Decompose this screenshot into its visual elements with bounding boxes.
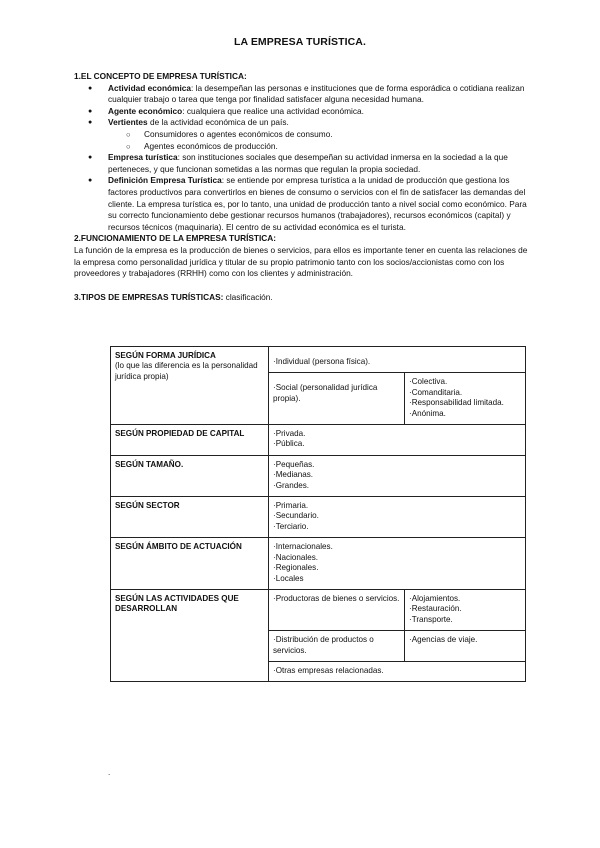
- value-line: ·Secundario.: [273, 511, 319, 521]
- section3-heading-line: [74, 292, 530, 304]
- label-title: SEGÚN ÁMBITO DE ACTUACIÓN: [115, 542, 242, 552]
- value-line: ·Primaria.: [273, 501, 309, 511]
- value-line: ·Restauración.: [409, 604, 462, 614]
- value-line: ·Privada.: [273, 429, 306, 439]
- section1-heading: 1.EL CONCEPTO DE EMPRESA TURÍSTICA:: [74, 71, 247, 81]
- sublist-item: ○ Consumidores o agentes económicos de consumo.: [144, 129, 530, 141]
- row-label-actividades: [111, 589, 269, 681]
- value-line: ·Pequeñas.: [273, 459, 315, 469]
- value-line: ·Transporte.: [409, 614, 453, 624]
- label-note: (lo que las diferencia es la personalidad jurídica propia): [115, 361, 258, 381]
- term: Actividad económica: [108, 82, 191, 93]
- value-line: ·Anónima.: [409, 408, 446, 418]
- list-item: [108, 83, 530, 106]
- value-line: ·Alojamientos.: [409, 593, 461, 603]
- cell-distribucion-types: [405, 631, 526, 662]
- definition: : son instituciones sociales que desempeñan su actividad inmersa en la sociedad a la que perteneces, y que funcionan sometidas a las normas que regulan la propia sociedad.: [108, 152, 508, 174]
- document-title: LA EMPRESA TURÍSTICA.: [234, 36, 366, 48]
- document-body: [74, 71, 530, 303]
- value-line: ·Grandes.: [273, 480, 309, 490]
- list-item: [108, 106, 530, 118]
- table-row: [111, 425, 526, 456]
- value-line: ·Nacionales.: [273, 552, 318, 562]
- vertientes-sublist: [108, 129, 530, 152]
- list-item: [108, 117, 530, 152]
- table-row: [111, 538, 526, 590]
- cell-productoras: ·Productoras de bienes o servicios.: [269, 589, 405, 630]
- footer-mark: .: [108, 768, 111, 777]
- section3-suffix: clasificación.: [223, 291, 273, 302]
- definition: : la desempeñan las personas e instituciones que de forma esporádica o cotidiana realizan cualquier trabajo o tarea que tenga por finalidad satisfacer alguna necesidad humana.: [108, 82, 525, 105]
- value-line: ·Pública.: [273, 439, 305, 449]
- label-title: SEGÚN LAS ACTIVIDADES QUE DESARROLLAN: [115, 593, 239, 614]
- list-item: [108, 175, 530, 233]
- classification-table: [110, 346, 526, 682]
- list-item: [108, 152, 530, 175]
- value-line: ·Comanditaria.: [409, 387, 463, 397]
- section2-paragraph: La función de la empresa es la producción de bienes o servicios, para ellos es importante tener en cuenta las relaciones de la empresa como personalidad jurídica y titular de su propio patrimonio tanto con los socios/accionistas como con los proveedores y trabajadores (RRHH) como con los clientes y administración.: [74, 244, 528, 279]
- table-row: [111, 347, 526, 373]
- value-line: ·Locales: [273, 573, 304, 583]
- cell-ambito-values: [269, 538, 526, 590]
- table-row: [111, 455, 526, 496]
- label-title: SEGÚN FORMA JURÍDICA: [115, 351, 216, 360]
- cell-propiedad-values: [269, 425, 526, 456]
- cell-individual: ·Individual (persona física).: [269, 347, 526, 373]
- sublist-item: ○ Agentes económicos de producción.: [144, 141, 530, 153]
- cell-productoras-types: [405, 589, 526, 630]
- term: Agente económico: [108, 105, 183, 116]
- row-label-propiedad: [111, 425, 269, 456]
- row-label-tamano: [111, 455, 269, 496]
- table-row: [111, 497, 526, 538]
- term: Vertientes: [108, 117, 148, 128]
- value-line: ·Regionales.: [273, 563, 319, 573]
- cell-social: ·Social (personalidad jurídica propia).: [269, 373, 405, 425]
- value-line: ·Terciario.: [273, 521, 309, 531]
- table-row: [111, 589, 526, 630]
- row-label-sector: [111, 497, 269, 538]
- concept-list: [74, 83, 530, 234]
- cell-sector-values: [269, 497, 526, 538]
- value-line: ·Colectiva.: [409, 377, 448, 387]
- label-title: SEGÚN SECTOR: [115, 501, 180, 511]
- definition: : se entiende por empresa turística a la unidad de producción que gestiona los factores productivos para convertirlos en bienes de consumo o servicios con el fin de satisfacer las demandas del cliente. La empresa turística es, por lo tanto, una unidad de producción tanto a nivel social como económico. Para su correcto funcionamiento debe gestionar recursos humanos (trabajadores), recursos económicos (capital) y recursos técnicos (maquinaria). El centro de su actividad económica es el turista.: [108, 175, 527, 232]
- row-label-ambito: [111, 538, 269, 590]
- cell-social-types: [405, 373, 526, 425]
- section3-heading: 3.TIPOS DE EMPRESAS TURÍSTICAS:: [74, 291, 224, 302]
- label-title: SEGÚN PROPIEDAD DE CAPITAL: [115, 429, 245, 439]
- term: Empresa turística: [108, 152, 178, 163]
- row-label-forma: [111, 347, 269, 425]
- value-line: ·Responsabilidad limitada.: [409, 398, 504, 408]
- value-line: ·Agencias de viaje.: [409, 635, 478, 645]
- cell-distribucion: ·Distribución de productos o servicios.: [269, 631, 405, 662]
- term: Definición Empresa Turística: [108, 175, 222, 186]
- label-title: SEGÚN TAMAÑO.: [115, 459, 184, 469]
- cell-otras: ·Otras empresas relacionadas.: [269, 661, 526, 681]
- section2-heading: 2.FUNCIONAMIENTO DE LA EMPRESA TURÍSTICA:: [74, 233, 277, 244]
- value-line: ·Medianas.: [273, 470, 314, 480]
- value-line: ·Internacionales.: [273, 542, 333, 552]
- definition: de la actividad económica de un país.: [147, 117, 289, 128]
- definition: : cualquiera que realice una actividad económica.: [182, 105, 364, 116]
- cell-tamano-values: [269, 455, 526, 496]
